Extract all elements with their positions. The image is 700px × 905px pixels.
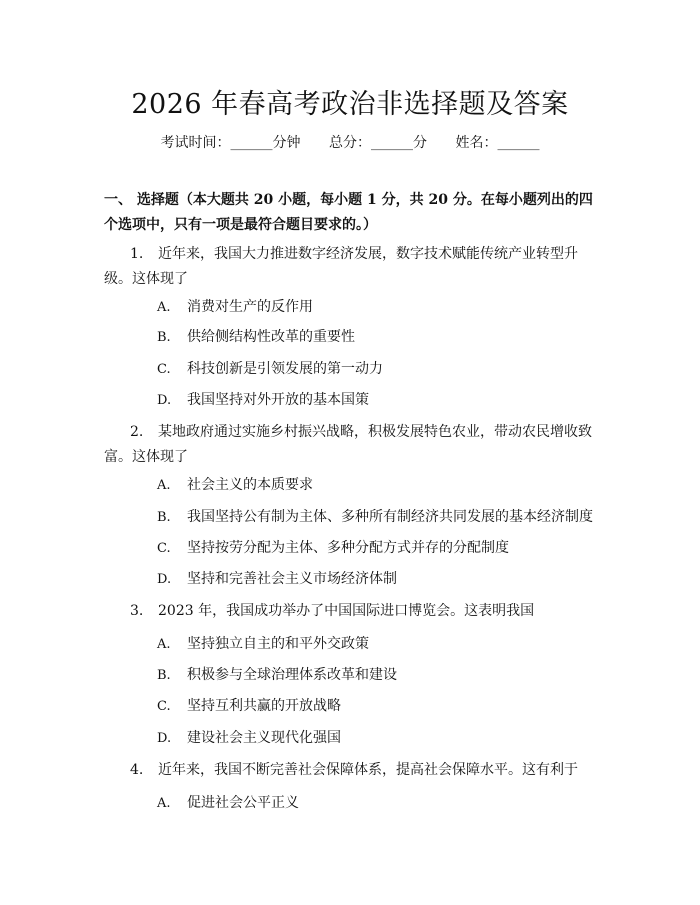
option-letter: C. bbox=[157, 541, 171, 556]
option-letter: D. bbox=[157, 731, 172, 746]
option-2b bbox=[157, 506, 593, 529]
option-text: 供给侧结构性改革的重要性 bbox=[187, 329, 355, 345]
option-2d bbox=[157, 568, 397, 591]
question-number: 2. bbox=[130, 424, 144, 440]
option-letter: A. bbox=[157, 478, 171, 493]
option-1d bbox=[157, 389, 369, 412]
option-4a bbox=[157, 792, 299, 815]
question-1 bbox=[104, 242, 604, 292]
option-letter: B. bbox=[157, 510, 171, 525]
option-letter: B. bbox=[157, 330, 171, 345]
option-letter: A. bbox=[157, 300, 171, 315]
option-text: 消费对生产的反作用 bbox=[187, 299, 313, 315]
option-letter: D. bbox=[157, 572, 172, 587]
question-4 bbox=[104, 758, 604, 783]
question-number: 1. bbox=[130, 246, 144, 262]
option-3b bbox=[157, 664, 397, 687]
option-text: 积极参与全球治理体系改革和建设 bbox=[187, 667, 397, 683]
option-1b bbox=[157, 326, 355, 349]
exam-score: 总分：______分 bbox=[329, 135, 427, 151]
option-letter: D. bbox=[157, 393, 172, 408]
question-text: 近年来，我国大力推进数字经济发展，数字技术赋能传统产业转型升级。这体现了 bbox=[104, 246, 578, 287]
option-text: 社会主义的本质要求 bbox=[187, 477, 313, 493]
option-letter: C. bbox=[157, 362, 171, 377]
option-text: 我国坚持对外开放的基本国策 bbox=[187, 392, 369, 408]
question-text: 某地政府通过实施乡村振兴战略，积极发展特色农业，带动农民增收致富。这体现了 bbox=[104, 424, 592, 465]
page-title: 2026 年春高考政治非选择题及答案 bbox=[131, 89, 569, 120]
option-letter: A. bbox=[157, 796, 171, 811]
option-text: 建设社会主义现代化强国 bbox=[187, 730, 341, 746]
option-text: 我国坚持公有制为主体、多种所有制经济共同发展的基本经济制度 bbox=[187, 509, 593, 525]
option-1c bbox=[157, 358, 383, 381]
section-heading: 一、 选择题（本大题共 20 小题，每小题 1 分，共 20 分。在每小题列出的四个选项中，只有一项是最符合题目要求的。） bbox=[104, 192, 593, 233]
option-3d bbox=[157, 727, 341, 750]
option-2c bbox=[157, 537, 509, 560]
question-number: 3. bbox=[130, 603, 144, 619]
question-3 bbox=[104, 599, 604, 624]
option-text: 坚持和完善社会主义市场经济体制 bbox=[187, 571, 397, 587]
question-text: 近年来，我国不断完善社会保障体系，提高社会保障水平。这有利于 bbox=[158, 762, 578, 778]
exam-time: 考试时间：______分钟 bbox=[160, 135, 301, 151]
option-3c bbox=[157, 695, 341, 718]
option-letter: B. bbox=[157, 668, 171, 683]
option-letter: A. bbox=[157, 637, 171, 652]
exam-name: 姓名：______ bbox=[455, 135, 540, 151]
option-text: 科技创新是引领发展的第一动力 bbox=[187, 361, 383, 377]
option-3a bbox=[157, 633, 369, 656]
option-text: 促进社会公平正义 bbox=[187, 795, 299, 811]
question-text: 2023 年，我国成功举办了中国国际进口博览会。这表明我国 bbox=[158, 603, 535, 619]
question-number: 4. bbox=[130, 762, 144, 778]
option-1a bbox=[157, 296, 313, 319]
exam-meta bbox=[0, 132, 700, 152]
option-text: 坚持互利共赢的开放战略 bbox=[187, 698, 341, 714]
option-2a bbox=[157, 474, 313, 497]
option-text: 坚持按劳分配为主体、多种分配方式并存的分配制度 bbox=[187, 540, 509, 556]
question-2 bbox=[104, 420, 604, 470]
option-text: 坚持独立自主的和平外交政策 bbox=[187, 636, 369, 652]
option-letter: C. bbox=[157, 699, 171, 714]
